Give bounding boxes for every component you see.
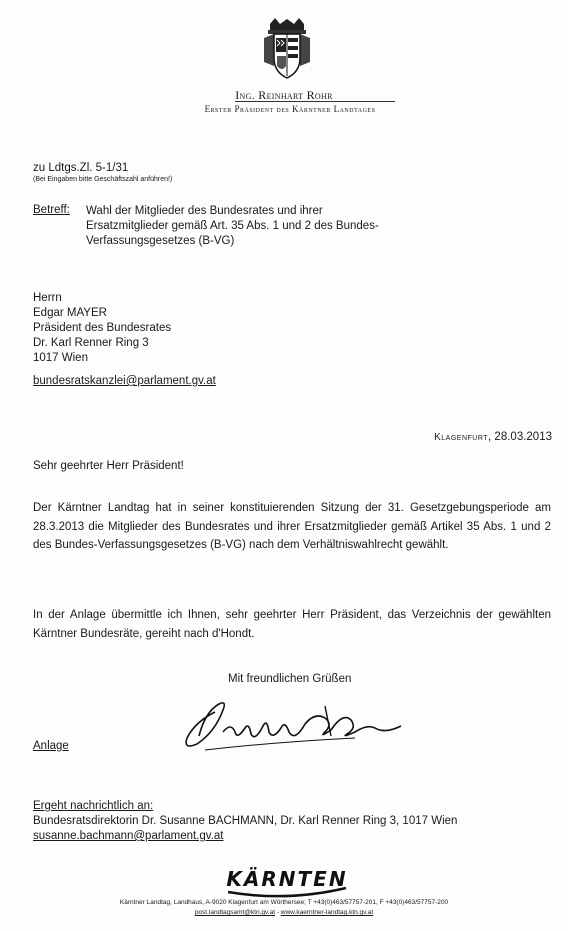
subject-label: Betreff: <box>33 204 70 216</box>
recipient-street: Dr. Karl Renner Ring 3 <box>33 337 149 349</box>
date-value: , 28.03.2013 <box>488 431 552 443</box>
recipient-address <box>33 291 171 366</box>
attachment-label: Anlage <box>33 740 69 752</box>
cc-recipient: Bundesratsdirektorin Dr. Susanne BACHMANN, Dr. Karl Renner Ring 3, 1017 Wien <box>33 815 458 827</box>
footer-separator: - <box>275 909 281 916</box>
signature-icon <box>175 692 410 762</box>
coat-of-arms-icon <box>262 18 312 80</box>
header-divider <box>235 101 395 102</box>
cc-label: Ergeht nachrichtlich an: <box>33 800 154 812</box>
letter-date <box>434 431 552 443</box>
recipient-city: 1017 Wien <box>33 352 88 364</box>
reference-note: (Bei Eingaben bitte Geschäftszahl anführen!) <box>33 176 173 183</box>
footer-website-link[interactable]: www.kaerntner-landtag.ktn.gv.at <box>280 909 374 916</box>
footer-email-link[interactable]: post.landtagsamt@ktn.gv.at <box>194 909 276 916</box>
kaernten-logo-icon <box>222 854 352 904</box>
svg-text:KÄRNTEN: KÄRNTEN <box>226 867 348 891</box>
footer-contact <box>0 909 568 916</box>
recipient-name: Edgar MAYER <box>33 307 107 319</box>
recipient-salutation-line: Herrn <box>33 292 62 304</box>
body-paragraph-1: Der Kärntner Landtag hat in seiner konstituierenden Sitzung der 31. Gesetzgebungsperiode am 28.3.2013 die Mitglieder des Bundesrates und ihrer Ersatzmitglieder gemäß Artikel 35 Abs. 1 und 2 des Bundes-Verfassungsgesetzes (B-VG) nach dem Verhältniswahlrecht gewählt. <box>33 502 551 551</box>
cc-email-link[interactable]: susanne.bachmann@parlament.gv.at <box>33 830 224 842</box>
footer-address: Kärntner Landtag, Landhaus, A-9020 Klagenfurt am Wörthersee; T +43(0)463/57757-201, F +43(0)463/57757-200 <box>119 899 449 906</box>
subject-text: Wahl der Mitglieder des Bundesrates und ihrer Ersatzmitglieder gemäß Art. 35 Abs. 1 und 2 des Bundes-Verfassungsgesetzes (B-VG) <box>86 205 379 247</box>
sender-name: Ing. Reinhart Rohr <box>235 88 333 102</box>
recipient-email-link[interactable]: bundesratskanzlei@parlament.gv.at <box>33 375 216 387</box>
letter-salutation: Sehr geehrter Herr Präsident! <box>33 460 184 472</box>
sender-title: Erster Präsident des Kärntner Landtages <box>204 104 376 114</box>
date-city: Klagenfurt <box>434 432 489 443</box>
closing-phrase: Mit freundlichen Grüßen <box>228 673 352 685</box>
recipient-position: Präsident des Bundesrates <box>33 322 172 334</box>
body-paragraph-2: In der Anlage übermittle ich Ihnen, sehr geehrter Herr Präsident, das Verzeichnis der gewählten Kärntner Bundesräte, gereiht nach d'Hondt. <box>33 609 551 640</box>
reference-number: zu Ldtgs.Zl. 5-1/31 <box>33 162 129 174</box>
